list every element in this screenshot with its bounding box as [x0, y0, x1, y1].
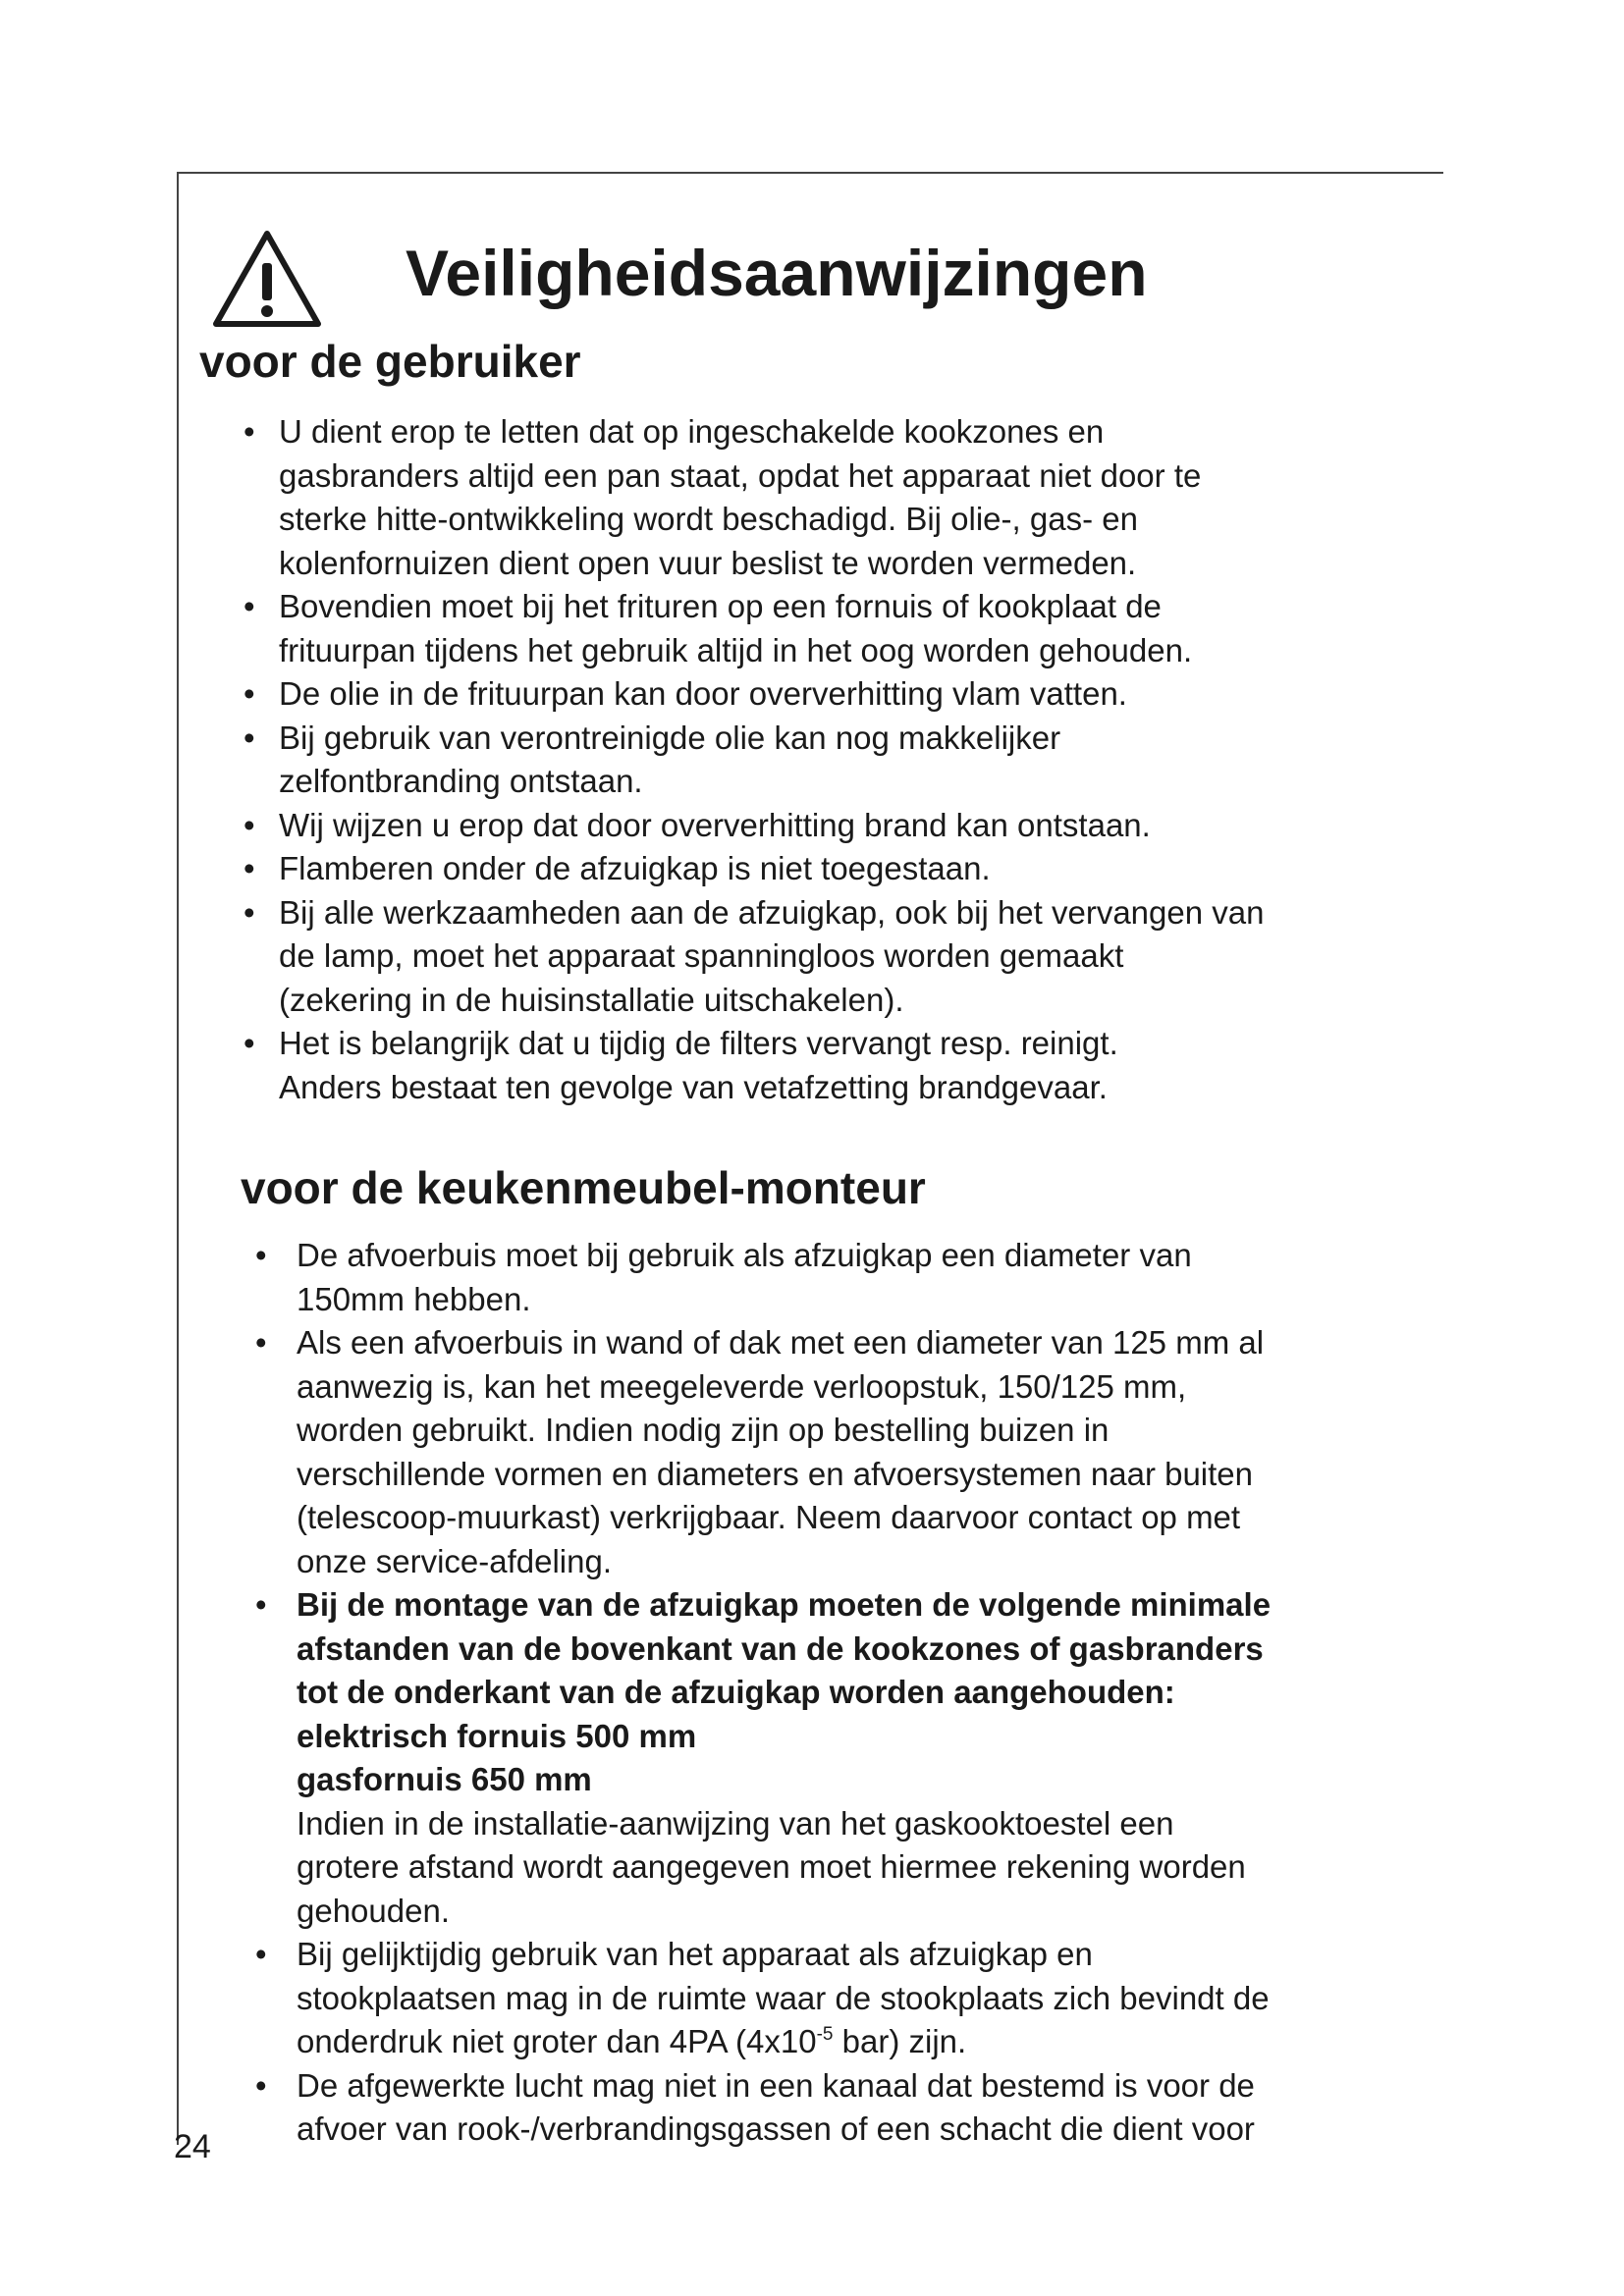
- bullet-marker: •: [244, 806, 255, 843]
- list-item: [244, 804, 1264, 848]
- text-line: Indien in de installatie-aanwijzing van het gaskooktoestel een: [297, 1804, 1174, 1842]
- bold-text-line: gasfornuis 650 mm: [297, 1761, 592, 1797]
- text-line: worden gebruikt. Indien nodig zijn op bestelling buizen in: [297, 1412, 1110, 1448]
- bold-text-line: afstanden van de bovenkant van de kookzones of gasbranders: [297, 1629, 1264, 1667]
- list-item: [255, 1234, 1271, 1321]
- bold-text-line: elektrisch fornuis 500 mm: [297, 1717, 697, 1754]
- text-line: zelfontbranding ontstaan.: [279, 763, 643, 799]
- bullet-marker: •: [244, 850, 255, 886]
- list-item: [255, 1321, 1271, 1583]
- text-line: De afgewerkte lucht mag niet in een kanaal dat bestemd is voor de: [297, 2066, 1255, 2104]
- text-line: Bovendien moet bij het frituren op een fornuis of kookplaat de: [279, 588, 1162, 624]
- text-line: Anders bestaat ten gevolge van vetafzetting brandgevaar.: [279, 1068, 1108, 1105]
- bullet-marker: •: [244, 588, 255, 624]
- list-item: [255, 2064, 1271, 2152]
- text-line: gasbranders altijd een pan staat, opdat het apparaat niet door te: [279, 456, 1202, 494]
- bullet-marker: •: [244, 413, 255, 450]
- text-line: Flamberen onder de afzuigkap is niet toegestaan.: [279, 850, 991, 886]
- top-rule: [177, 172, 1443, 174]
- list-item: [255, 1933, 1271, 2064]
- text-line: Wij wijzen u erop dat door oververhitting brand kan ontstaan.: [279, 806, 1151, 843]
- text-line: Bij alle werkzaamheden aan de afzuigkap, ook bij het vervangen van: [279, 893, 1265, 931]
- bold-text-line: tot de onderkant van de afzuigkap worden aangehouden:: [297, 1674, 1175, 1710]
- bullet-marker: •: [255, 1586, 267, 1623]
- section-title-fitter: voor de keukenmeubel-monteur: [241, 1162, 926, 1213]
- list-item: [244, 717, 1264, 804]
- text-line: onze service-afdeling.: [297, 1542, 613, 1579]
- bullet-marker: •: [255, 1237, 267, 1273]
- page-number: 24: [174, 2128, 211, 2165]
- text-line: aanwezig is, kan het meegeleverde verloopstuk, 150/125 mm,: [297, 1367, 1187, 1405]
- text-line: Het is belangrijk dat u tijdig de filters vervangt resp. reinigt.: [279, 1025, 1118, 1061]
- list-item: [244, 672, 1264, 717]
- bullet-marker: •: [244, 675, 255, 712]
- text-line: onderdruk niet groter dan 4PA ($4x10^{-5}$ bar) zijn.: [297, 2023, 967, 2059]
- text-line: (telescoop-muurkast) verkrijgbaar. Neem daarvoor contact op met: [297, 1499, 1241, 1535]
- text-line: gehouden.: [297, 1892, 450, 1929]
- list-item: [244, 891, 1264, 1023]
- bullet-marker: •: [255, 1936, 267, 1972]
- text-line: kolenfornuizen dient open vuur beslist te worden vermeden.: [279, 544, 1137, 581]
- text-line: de lamp, moet het apparaat spanningloos worden gemaakt: [279, 937, 1124, 974]
- text-line: Als een afvoerbuis in wand of dak met een diameter van 125 mm al: [297, 1324, 1265, 1361]
- text-line: verschillende vormen en diameters en afvoersystemen naar buiten: [297, 1455, 1254, 1492]
- text-line: frituurpan tijdens het gebruik altijd in het oog worden gehouden.: [279, 631, 1193, 668]
- text-line: De olie in de frituurpan kan door oververhitting vlam vatten.: [279, 675, 1127, 712]
- warning-triangle-icon: [210, 228, 324, 330]
- text-line: stookplaatsen mag in de ruimte waar de stookplaats zich bevindt de: [297, 1979, 1270, 2016]
- text-line: Bij gelijktijdig gebruik van het apparaat als afzuigkap en: [297, 1936, 1093, 1972]
- text-line: De afvoerbuis moet bij gebruik als afzuigkap een diameter van: [297, 1237, 1192, 1273]
- left-rule: [177, 172, 179, 2145]
- text-line: grotere afstand wordt aangegeven moet hiermee rekening worden: [297, 1848, 1246, 1885]
- bold-text-line: Bij de montage van de afzuigkap moeten de volgende minimale: [297, 1586, 1272, 1623]
- page-title: Veiligheidsaanwijzingen: [406, 237, 1148, 309]
- bullet-marker: •: [244, 1025, 255, 1061]
- list-item: [244, 585, 1264, 672]
- text-line: 150mm hebben.: [297, 1280, 531, 1317]
- user-instructions-list: [244, 410, 1264, 1109]
- list-item: [244, 1022, 1264, 1109]
- bullet-marker: •: [244, 893, 255, 931]
- list-item: [244, 410, 1264, 585]
- text-line: U dient erop te letten dat op ingeschakelde kookzones en: [279, 413, 1105, 450]
- exponent: -5: [816, 2024, 834, 2045]
- text-line: sterke hitte-ontwikkeling wordt beschadigd. Bij olie-, gas- en: [279, 501, 1138, 537]
- section-title-user: voor de gebruiker: [199, 336, 581, 387]
- text-line: Bij gebruik van verontreinigde olie kan nog makkelijker: [279, 719, 1061, 756]
- list-item: [244, 847, 1264, 891]
- bullet-marker: •: [244, 719, 255, 756]
- bullet-marker: •: [255, 1324, 267, 1361]
- list-item: [255, 1583, 1271, 1933]
- bullet-marker: •: [255, 2066, 267, 2104]
- text-line: (zekering in de huisinstallatie uitschakelen).: [279, 981, 904, 1018]
- fitter-instructions-list: [255, 1234, 1271, 2152]
- text-line: afvoer van rook-/verbrandingsgassen of een schacht die dient voor: [297, 2110, 1255, 2147]
